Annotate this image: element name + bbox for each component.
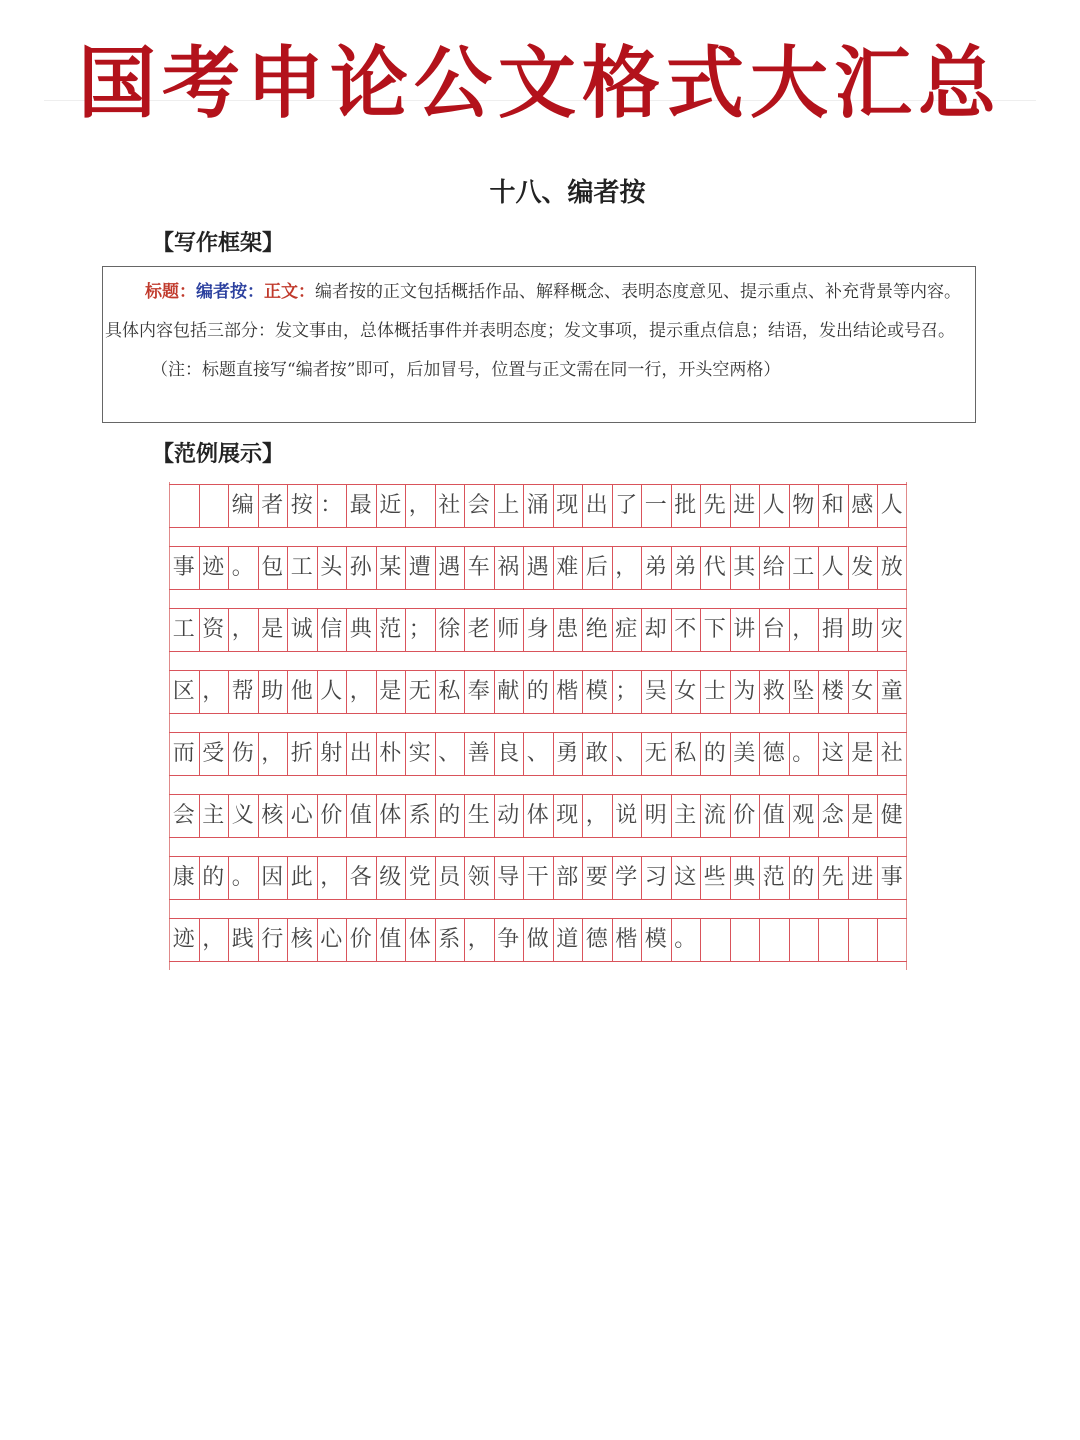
grid-char: 救 — [762, 679, 785, 704]
grid-char: 下 — [703, 617, 726, 642]
grid-char: 生 — [467, 803, 490, 828]
grid-char: 给 — [762, 555, 785, 580]
grid-char: 受 — [202, 741, 225, 766]
grid-char: 争 — [497, 927, 520, 952]
grid-char: ； — [615, 679, 638, 704]
grid-char: 出 — [585, 493, 608, 518]
grid-char: 这 — [674, 865, 697, 890]
grid-char: 车 — [467, 555, 490, 580]
grid-row-text — [169, 551, 907, 585]
grid-char: 。 — [231, 865, 254, 890]
grid-char: 涌 — [526, 493, 549, 518]
grid-char: ： — [320, 493, 343, 518]
grid-char: 因 — [261, 865, 284, 890]
grid-char: 的 — [202, 865, 225, 890]
grid-row — [169, 918, 907, 980]
grid-char: 行 — [261, 927, 284, 952]
grid-char: ， — [261, 741, 284, 766]
grid-char: 值 — [762, 803, 785, 828]
manuscript-grid — [169, 482, 907, 970]
grid-char: 义 — [231, 803, 254, 828]
grid-char: 观 — [792, 803, 815, 828]
grid-char: 师 — [497, 617, 520, 642]
grid-char: ， — [320, 865, 343, 890]
label-title: 标题： — [145, 282, 196, 302]
grid-char: 习 — [644, 865, 667, 890]
grid-char: 康 — [172, 865, 195, 890]
grid-char: 楷 — [556, 679, 579, 704]
grid-char: 心 — [290, 803, 313, 828]
grid-char: 动 — [497, 803, 520, 828]
grid-char: 无 — [408, 679, 431, 704]
grid-char: 模 — [644, 927, 667, 952]
grid-char: 现 — [556, 493, 579, 518]
grid-char: 员 — [438, 865, 461, 890]
grid-char: 身 — [526, 617, 549, 642]
example-heading: 【范例展示】 — [152, 442, 285, 467]
grid-char: ， — [408, 493, 431, 518]
grid-char: 为 — [733, 679, 756, 704]
grid-char: 士 — [703, 679, 726, 704]
grid-char: 一 — [644, 493, 667, 518]
grid-char: 徐 — [438, 617, 461, 642]
grid-char: 明 — [644, 803, 667, 828]
grid-char: 近 — [379, 493, 402, 518]
grid-row — [169, 732, 907, 794]
grid-char: 党 — [408, 865, 431, 890]
grid-char: 模 — [585, 679, 608, 704]
grid-char: 道 — [556, 927, 579, 952]
grid-char: 先 — [703, 493, 726, 518]
grid-char: 物 — [792, 493, 815, 518]
grid-char: 女 — [674, 679, 697, 704]
grid-char: 系 — [438, 927, 461, 952]
grid-char: 德 — [585, 927, 608, 952]
grid-char: 干 — [526, 865, 549, 890]
grid-char: 领 — [467, 865, 490, 890]
grid-char: 说 — [615, 803, 638, 828]
grid-char: 敢 — [585, 741, 608, 766]
grid-char: 伤 — [231, 741, 254, 766]
grid-char: 私 — [438, 679, 461, 704]
grid-char: ； — [408, 617, 431, 642]
grid-char: 这 — [821, 741, 844, 766]
grid-char: 编 — [231, 493, 254, 518]
grid-row — [169, 670, 907, 732]
grid-char: 工 — [290, 555, 313, 580]
grid-char: 社 — [880, 741, 903, 766]
grid-char: 范 — [379, 617, 402, 642]
grid-char: 吴 — [644, 679, 667, 704]
grid-char: 人 — [821, 555, 844, 580]
grid-char: 祸 — [497, 555, 520, 580]
framework-body-text: 编者按的正文包括概括作品、解释概念、表明态度意见、提示重点、补充背景等内容。具体内容包括三部分：发文事由，总体概括事件并表明态度；发文事项，提示重点信息；结语，发出结论或号召。 — [105, 282, 961, 341]
grid-char: 美 — [733, 741, 756, 766]
grid-char: 出 — [349, 741, 372, 766]
grid-char: 资 — [202, 617, 225, 642]
grid-char: 献 — [497, 679, 520, 704]
grid-char: 和 — [821, 493, 844, 518]
grid-char: 、 — [526, 741, 549, 766]
grid-char: 主 — [674, 803, 697, 828]
grid-char: 发 — [851, 555, 874, 580]
grid-char: 助 — [851, 617, 874, 642]
grid-char: 是 — [379, 679, 402, 704]
grid-char: 诚 — [290, 617, 313, 642]
grid-char: 了 — [615, 493, 638, 518]
grid-char: 他 — [290, 679, 313, 704]
grid-char: 进 — [851, 865, 874, 890]
grid-char: 工 — [792, 555, 815, 580]
grid-char: 却 — [644, 617, 667, 642]
grid-char: 级 — [379, 865, 402, 890]
grid-char: 。 — [674, 927, 697, 952]
grid-char: 遇 — [526, 555, 549, 580]
grid-char: 核 — [290, 927, 313, 952]
grid-char: 此 — [290, 865, 313, 890]
grid-char: 奉 — [467, 679, 490, 704]
grid-char: 患 — [556, 617, 579, 642]
grid-char: 上 — [497, 493, 520, 518]
grid-char: 社 — [438, 493, 461, 518]
grid-char: 心 — [320, 927, 343, 952]
grid-row-text — [169, 799, 907, 833]
grid-char: 弟 — [674, 555, 697, 580]
grid-char: 流 — [703, 803, 726, 828]
grid-char: 要 — [585, 865, 608, 890]
grid-char: 是 — [261, 617, 284, 642]
grid-row-text — [169, 737, 907, 771]
grid-char: 值 — [349, 803, 372, 828]
grid-row-text — [169, 675, 907, 709]
grid-char: 头 — [320, 555, 343, 580]
grid-char: 体 — [526, 803, 549, 828]
grid-char: 孙 — [349, 555, 372, 580]
grid-char: 人 — [320, 679, 343, 704]
grid-char: 某 — [379, 555, 402, 580]
grid-char: 是 — [851, 741, 874, 766]
grid-char: 绝 — [585, 617, 608, 642]
grid-char: 其 — [733, 555, 756, 580]
grid-char: ， — [202, 679, 225, 704]
grid-char: 事 — [172, 555, 195, 580]
grid-char: ， — [349, 679, 372, 704]
grid-char: 包 — [261, 555, 284, 580]
framework-box — [102, 266, 976, 423]
grid-char: 迹 — [172, 927, 195, 952]
grid-char: ， — [792, 617, 815, 642]
grid-row-text — [169, 613, 907, 647]
grid-char: 现 — [556, 803, 579, 828]
framework-heading: 【写作框架】 — [152, 231, 285, 256]
grid-char: 的 — [438, 803, 461, 828]
main-title: 国考申论公文格式大汇总 — [77, 39, 1002, 129]
grid-char: 是 — [851, 803, 874, 828]
grid-char: 人 — [880, 493, 903, 518]
grid-char: ， — [231, 617, 254, 642]
label-editor-note: 编者按： — [196, 282, 264, 302]
grid-char: 。 — [231, 555, 254, 580]
grid-char: 楷 — [615, 927, 638, 952]
grid-char: 德 — [762, 741, 785, 766]
grid-char: 遇 — [438, 555, 461, 580]
grid-char: 弟 — [644, 555, 667, 580]
grid-row-text — [169, 489, 907, 523]
grid-char: 典 — [733, 865, 756, 890]
grid-char: 折 — [290, 741, 313, 766]
grid-char: 事 — [880, 865, 903, 890]
grid-char: 的 — [703, 741, 726, 766]
label-body: 正文： — [264, 282, 315, 302]
grid-char: 无 — [644, 741, 667, 766]
grid-char: 价 — [733, 803, 756, 828]
grid-char: ， — [202, 927, 225, 952]
grid-char: 良 — [497, 741, 520, 766]
grid-char: 工 — [172, 617, 195, 642]
grid-row — [169, 608, 907, 670]
grid-char: 感 — [851, 493, 874, 518]
grid-row-text — [169, 861, 907, 895]
grid-char: 范 — [762, 865, 785, 890]
grid-char: 代 — [703, 555, 726, 580]
grid-char: 价 — [349, 927, 372, 952]
grid-char: 做 — [526, 927, 549, 952]
grid-char: 部 — [556, 865, 579, 890]
grid-char: 系 — [408, 803, 431, 828]
grid-char: 价 — [320, 803, 343, 828]
grid-char: 的 — [792, 865, 815, 890]
grid-char: 体 — [408, 927, 431, 952]
grid-char: 不 — [674, 617, 697, 642]
grid-char: 迹 — [202, 555, 225, 580]
grid-char: 捐 — [821, 617, 844, 642]
grid-row — [169, 856, 907, 918]
grid-char: 私 — [674, 741, 697, 766]
framework-note: （注：标题直接写“编者按”即可，后加冒号，位置与正文需在同一行，开头空两格） — [151, 360, 781, 380]
grid-char: 楼 — [821, 679, 844, 704]
grid-char: 女 — [851, 679, 874, 704]
grid-char: 帮 — [231, 679, 254, 704]
grid-char: 主 — [202, 803, 225, 828]
grid-char: 射 — [320, 741, 343, 766]
grid-char: ， — [615, 555, 638, 580]
grid-row — [169, 794, 907, 856]
grid-char: 勇 — [556, 741, 579, 766]
grid-row — [169, 546, 907, 608]
grid-char: 区 — [172, 679, 195, 704]
grid-char: 而 — [172, 741, 195, 766]
grid-char: 会 — [467, 493, 490, 518]
grid-char: 朴 — [379, 741, 402, 766]
grid-char: 各 — [349, 865, 372, 890]
grid-char: 者 — [261, 493, 284, 518]
grid-char: 遭 — [408, 555, 431, 580]
grid-row — [169, 484, 907, 546]
framework-body — [105, 273, 975, 351]
grid-char: 台 — [762, 617, 785, 642]
grid-char: 导 — [497, 865, 520, 890]
grid-char: 坠 — [792, 679, 815, 704]
grid-char: 学 — [615, 865, 638, 890]
grid-char: 最 — [349, 493, 372, 518]
grid-char: 核 — [261, 803, 284, 828]
section-title: 十八、编者按 — [489, 178, 646, 208]
grid-char: 些 — [703, 865, 726, 890]
grid-char: 讲 — [733, 617, 756, 642]
grid-char: 按 — [290, 493, 313, 518]
grid-char: 实 — [408, 741, 431, 766]
grid-char: 践 — [231, 927, 254, 952]
grid-char: 、 — [615, 741, 638, 766]
grid-char: 信 — [320, 617, 343, 642]
grid-char: ， — [467, 927, 490, 952]
grid-char: 善 — [467, 741, 490, 766]
grid-char: 人 — [762, 493, 785, 518]
grid-char: 助 — [261, 679, 284, 704]
grid-char: 童 — [880, 679, 903, 704]
grid-char: 会 — [172, 803, 195, 828]
grid-char: 难 — [556, 555, 579, 580]
grid-char: 后 — [585, 555, 608, 580]
grid-char: 值 — [379, 927, 402, 952]
grid-char: 老 — [467, 617, 490, 642]
grid-char: 、 — [438, 741, 461, 766]
grid-char: 健 — [880, 803, 903, 828]
grid-char: 先 — [821, 865, 844, 890]
grid-char: 。 — [792, 741, 815, 766]
grid-char: 批 — [674, 493, 697, 518]
grid-char: 的 — [526, 679, 549, 704]
grid-char: 进 — [733, 493, 756, 518]
grid-char: 灾 — [880, 617, 903, 642]
grid-char: 体 — [379, 803, 402, 828]
grid-char: 典 — [349, 617, 372, 642]
grid-row-text — [169, 923, 907, 957]
grid-char: ， — [585, 803, 608, 828]
grid-char: 念 — [821, 803, 844, 828]
grid-char: 症 — [615, 617, 638, 642]
grid-char: 放 — [880, 555, 903, 580]
